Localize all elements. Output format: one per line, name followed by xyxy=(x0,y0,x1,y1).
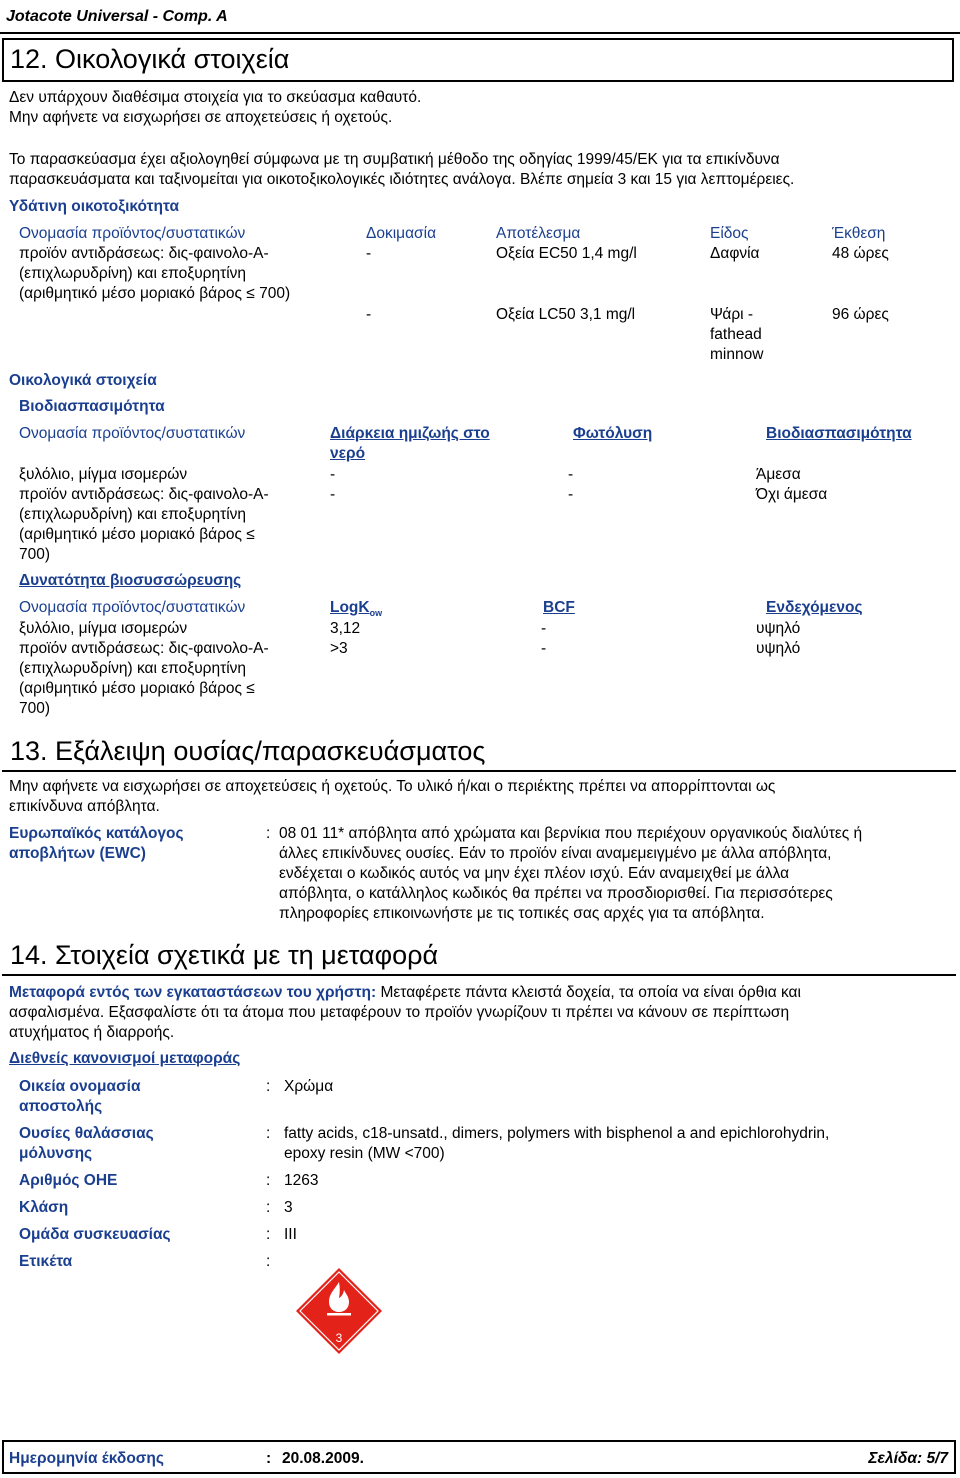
aquatic-header-test: Δοκιμασία xyxy=(366,225,437,242)
drain-warning: Μην αφήνετε να εισχωρήσει σε αποχετεύσεις ή οχετούς. xyxy=(9,109,393,126)
packing-group-label: Ομάδα συσκευασίας xyxy=(19,1226,171,1243)
bioacc-row2-name-1: προϊόν αντιδράσεως: δις-φαινολο-Α- xyxy=(19,640,269,657)
aquatic-header-exposure: Έκθεση xyxy=(832,225,886,242)
issue-date-label: Ημερομηνία έκδοσης xyxy=(9,1450,164,1467)
bio-header-photolysis: Φωτόλυση xyxy=(573,425,653,442)
bioacc-row1-logk: 3,12 xyxy=(330,620,361,637)
marine-pollutant-value-1: fatty acids, c18-unsatd., dimers, polymers with bisphenol a and epichlorohydrin, xyxy=(284,1125,830,1142)
user-transport-line-1 xyxy=(9,983,801,1003)
aquatic-product-line-1: προϊόν αντιδράσεως: δις-φαινολο-Α- xyxy=(19,245,269,262)
section-13-heading: 13. Εξάλειψη ουσίας/παρασκευάσματος xyxy=(10,736,486,766)
bio-header-biodeg: Βιοδιασπασιμότητα xyxy=(766,425,912,442)
bio-row1-biodeg: Άμεσα xyxy=(756,466,801,483)
shipping-name-value: Χρώμα xyxy=(284,1078,334,1095)
issue-date-value: 20.08.2009. xyxy=(282,1450,364,1467)
ewc-text-1: 08 01 11* απόβλητα από χρώματα και βερνίκια που περιέχουν οργανικούς διαλύτες ή xyxy=(279,825,863,842)
bioacc-row1-name: ξυλόλιο, μίγμα ισομερών xyxy=(19,620,188,637)
bio-row1-name: ξυλόλιο, μίγμα ισομερών xyxy=(19,466,188,483)
aquatic-header-name: Ονομασία προϊόντος/συστατικών xyxy=(19,225,246,242)
document-title: Jotacote Universal - Comp. A xyxy=(6,8,228,25)
aquatic-product-line-2: (επιχλωρυδρίνη) και εποξυρητίνη xyxy=(19,265,247,282)
bio-row2-name-3: (αριθμητικό μέσο μοριακό βάρος ≤ xyxy=(19,526,255,543)
bio-row2-name-2: (επιχλωρυδρίνη) και εποξυρητίνη xyxy=(19,506,247,523)
aquatic-row2-species-2: fathead xyxy=(710,326,762,343)
assessment-line-2: παρασκευάσματα και ταξινομείται για οικοτοξικολογικές ιδιότητες ανάλογα. Βλέπε σημεία 3 και 15 για λεπτομέρειες. xyxy=(9,171,795,188)
aquatic-row2-result: Οξεία LC50 3,1 mg/l xyxy=(496,306,636,323)
ewc-text-4: απόβλητα, ο κατάλληλος κωδικός θα πρέπει να προσδιορισθεί. Για περισσότερες xyxy=(279,885,833,902)
user-transport-text-2: ασφαλισμένα. Εξασφαλίστε ότι τα άτομα που μεταφέρουν το προϊόν γνωρίζουν τι πρέπει να κάνουν σε περίπτωση xyxy=(9,1004,790,1021)
intl-transport-title: Διεθνείς κανονισμοί μεταφοράς xyxy=(9,1050,241,1067)
bioacc-row2-logk: >3 xyxy=(330,640,348,657)
class-colon: : xyxy=(266,1199,271,1216)
un-number-label: Αριθμός ΟΗΕ xyxy=(19,1172,118,1189)
ewc-text-2: άλλες επικίνδυνες ουσίες. Εάν το προϊόν είναι αναμεμειγμένο με άλλα απόβλητα, xyxy=(279,845,832,862)
aquatic-row2-species-3: minnow xyxy=(710,346,764,363)
ewc-text-3: ενδέχεται ο κωδικός αυτός να μην έχει πλέον ισχύ. Εάν αναμειχθεί με άλλα xyxy=(279,865,790,882)
bioacc-header-name: Ονομασία προϊόντος/συστατικών xyxy=(19,599,246,616)
bioacc-row2-name-3: (αριθμητικό μέσο μοριακό βάρος ≤ xyxy=(19,680,255,697)
section-14-divider xyxy=(2,974,956,976)
flammable-liquid-hazard-label xyxy=(296,1268,382,1354)
shipping-name-label-1: Οικεία ονομασία xyxy=(19,1078,141,1095)
page-number: Σελίδα: 5/7 xyxy=(868,1450,948,1467)
ewc-label-2: αποβλήτων (EWC) xyxy=(9,845,146,862)
user-transport-label: Μεταφορά εντός των εγκαταστάσεων του χρήστη: xyxy=(9,984,377,1001)
aquatic-row1-test: - xyxy=(366,245,372,262)
bio-row2-photolysis: - xyxy=(568,486,574,503)
aquatic-row2-test: - xyxy=(366,306,372,323)
packing-group-value: III xyxy=(284,1226,297,1243)
bioacc-row2-name-2: (επιχλωρυδρίνη) και εποξυρητίνη xyxy=(19,660,247,677)
label-label: Ετικέτα xyxy=(19,1253,73,1270)
bioacc-row2-potential: υψηλό xyxy=(756,640,801,657)
shipping-name-colon: : xyxy=(266,1078,271,1095)
ewc-label-1: Ευρωπαϊκός κατάλογος xyxy=(9,825,184,842)
user-transport-text-3: ατυχήματος ή διαρροής. xyxy=(9,1024,175,1041)
aquatic-product-line-3: (αριθμητικό μέσο μοριακό βάρος ≤ 700) xyxy=(19,285,291,302)
marine-pollutant-label-2: μόλυνσης xyxy=(19,1145,93,1162)
biodegradability-title: Βιοδιασπασιμότητα xyxy=(19,398,165,415)
section-12-heading: 12. Οικολογικά στοιχεία xyxy=(10,44,290,74)
aquatic-header-species: Είδος xyxy=(710,225,749,242)
ewc-colon: : xyxy=(266,825,271,842)
disposal-text-1: Μην αφήνετε να εισχωρήσει σε αποχετεύσεις ή οχετούς. Το υλικό ή/και ο περιέκτης πρέπει να απορρίπτονται ως xyxy=(9,778,776,795)
section-13-divider xyxy=(2,770,956,772)
bio-header-name: Ονομασία προϊόντος/συστατικών xyxy=(19,425,246,442)
aquatic-row1-species: Δαφνία xyxy=(710,245,760,262)
bio-header-halflife-1: Διάρκεια ημιζωής στο xyxy=(330,425,490,442)
shipping-name-label-2: αποστολής xyxy=(19,1098,103,1115)
aquatic-title: Υδάτινη οικοτοξικότητα xyxy=(9,198,179,215)
section-14-heading: 14. Στοιχεία σχετικά με τη μεταφορά xyxy=(10,940,439,970)
aquatic-row1-exposure: 48 ώρες xyxy=(832,245,889,262)
user-transport-text-1: Μεταφέρετε πάντα κλειστά δοχεία, τα οποία να είναι όρθια και xyxy=(376,984,801,1001)
assessment-line-1: Το παρασκεύασμα έχει αξιολογηθεί σύμφωνα με τη συμβατική μέθοδο της οδηγίας 1999/45/ΕΚ για τα επικίνδυνα xyxy=(9,151,780,168)
bio-row2-biodeg: Όχι άμεσα xyxy=(756,486,828,503)
un-number-colon: : xyxy=(266,1172,271,1189)
class-label: Κλάση xyxy=(19,1199,69,1216)
bioacc-row1-bcf: - xyxy=(541,620,547,637)
no-data-note: Δεν υπάρχουν διαθέσιμα στοιχεία για το σκεύασμα καθαυτό. xyxy=(9,89,422,106)
issue-date-colon: : xyxy=(266,1450,272,1467)
bio-row1-halflife: - xyxy=(330,466,336,483)
bioaccumulation-title: Δυνατότητα βιοσυσσώρευσης xyxy=(19,572,242,589)
marine-pollutant-label-1: Ουσίες θαλάσσιας xyxy=(19,1125,154,1142)
aquatic-row1-result: Οξεία EC50 1,4 mg/l xyxy=(496,245,637,262)
bioacc-header-ow: ow xyxy=(369,608,383,619)
bioacc-row2-bcf: - xyxy=(541,640,547,657)
un-number-value: 1263 xyxy=(284,1172,319,1189)
marine-pollutant-value-2: epoxy resin (MW <700) xyxy=(284,1145,445,1162)
label-colon: : xyxy=(266,1253,271,1270)
marine-pollutant-colon: : xyxy=(266,1125,271,1142)
ewc-text-5: πληροφορίες επικοινωνήστε με τις τοπικές σας αρχές για τα απόβλητα. xyxy=(279,905,765,922)
bioacc-row2-name-4: 700) xyxy=(19,700,51,717)
bioacc-header-bcf: BCF xyxy=(543,599,575,616)
packing-group-colon: : xyxy=(266,1226,271,1243)
class-value: 3 xyxy=(284,1199,293,1216)
bio-row2-halflife: - xyxy=(330,486,336,503)
disposal-text-2: επικίνδυνα απόβλητα. xyxy=(9,798,160,815)
bio-row1-photolysis: - xyxy=(568,466,574,483)
bio-row2-name-4: 700) xyxy=(19,546,51,563)
bioacc-row1-potential: υψηλό xyxy=(756,620,801,637)
eco-data-label: Οικολογικά στοιχεία xyxy=(9,372,157,389)
bioacc-header-logkow xyxy=(330,599,382,618)
bioacc-header-potential: Ενδεχόμενος xyxy=(766,599,863,616)
bioacc-header-logk: LogK xyxy=(330,599,370,616)
bio-header-halflife-2: νερό xyxy=(330,445,366,462)
bio-row2-name-1: προϊόν αντιδράσεως: δις-φαινολο-Α- xyxy=(19,486,269,503)
aquatic-row2-exposure: 96 ώρες xyxy=(832,306,889,323)
header-divider xyxy=(0,32,960,34)
hazard-class-number: 3 xyxy=(335,1331,343,1345)
aquatic-row2-species-1: Ψάρι - xyxy=(710,306,754,323)
aquatic-header-result: Αποτέλεσμα xyxy=(496,225,581,242)
